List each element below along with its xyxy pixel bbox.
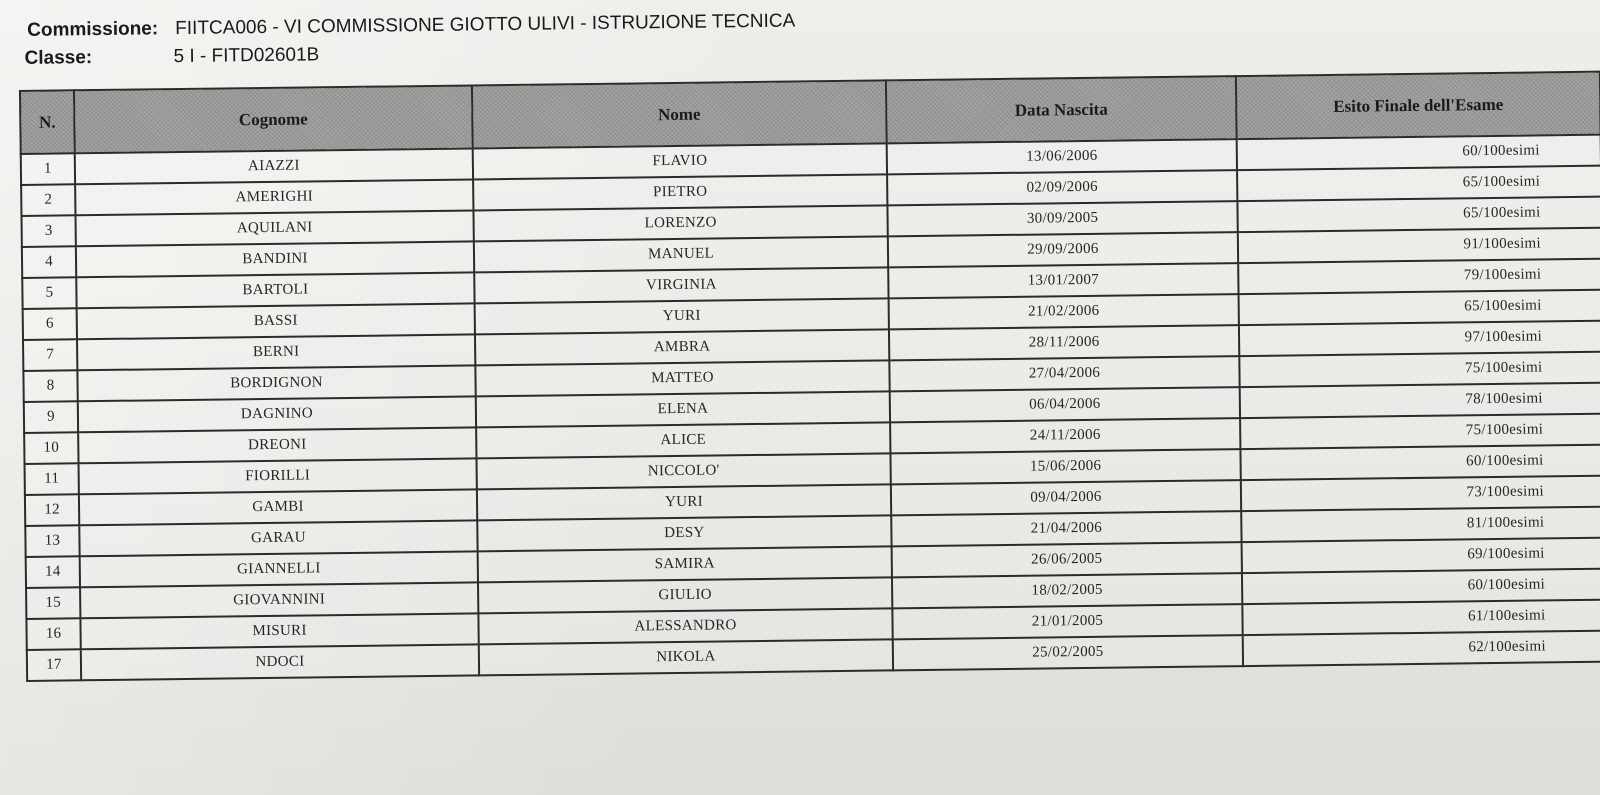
commission-label: Commissione: [27, 18, 159, 41]
final-result-cell: 62/100esimi [1243, 631, 1600, 666]
final-result-cell: 61/100esimi [1242, 600, 1600, 635]
final-result-cell: 69/100esimi [1242, 538, 1600, 573]
row-number: 16 [26, 618, 80, 650]
column-header-final-result: Esito Finale dell'Esame [1236, 72, 1600, 139]
final-result-cell: 65/100esimi [1237, 197, 1600, 232]
name-cell: PIETRO [473, 174, 887, 210]
surname-cell: GIANNELLI [80, 551, 478, 587]
name-cell: LORENZO [473, 205, 887, 241]
final-result-cell: 75/100esimi [1240, 414, 1600, 449]
surname-cell: AIAZZI [75, 148, 473, 184]
row-number: 6 [23, 308, 77, 340]
results-table [19, 71, 1600, 682]
row-number: 1 [21, 153, 75, 185]
surname-cell: AMERIGHI [75, 179, 473, 215]
row-number: 14 [26, 556, 80, 588]
final-result-cell: 81/100esimi [1241, 507, 1600, 542]
column-header-name: Nome [472, 80, 887, 148]
surname-cell: BARTOLI [76, 272, 474, 308]
class-value: 5 I - FITD02601B [173, 44, 320, 68]
birth-date-cell: 06/04/2006 [890, 387, 1240, 422]
name-cell: NICCOLO' [476, 453, 890, 489]
final-result-cell: 97/100esimi [1239, 321, 1600, 356]
table-body [21, 135, 1600, 681]
final-result-cell: 78/100esimi [1240, 383, 1600, 418]
birth-date-cell: 02/09/2006 [887, 170, 1237, 205]
birth-date-cell: 30/09/2005 [887, 201, 1237, 236]
name-cell: AMBRA [475, 329, 889, 365]
row-number: 12 [25, 494, 79, 526]
surname-cell: GIOVANNINI [80, 582, 478, 618]
surname-cell: NDOCI [81, 644, 479, 680]
surname-cell: BASSI [77, 303, 475, 339]
surname-cell: BORDIGNON [77, 365, 475, 401]
final-result-cell: 73/100esimi [1241, 476, 1600, 511]
name-cell: VIRGINIA [474, 267, 888, 303]
name-cell: ALICE [476, 422, 890, 458]
row-number: 13 [25, 525, 79, 557]
final-result-cell: 60/100esimi [1240, 445, 1600, 480]
column-header-surname: Cognome [74, 85, 473, 153]
row-number: 17 [27, 649, 81, 681]
surname-cell: DREONI [78, 427, 476, 463]
surname-cell: FIORILLI [79, 458, 477, 494]
name-cell: YURI [475, 298, 889, 334]
birth-date-cell: 21/02/2006 [889, 294, 1239, 329]
final-result-cell: 75/100esimi [1239, 352, 1600, 387]
row-number: 2 [21, 184, 75, 216]
row-number: 9 [24, 401, 78, 433]
row-number: 15 [26, 587, 80, 619]
class-label: Classe: [24, 47, 93, 69]
final-result-cell: 79/100esimi [1238, 259, 1600, 294]
column-header-number: N. [20, 90, 75, 154]
surname-cell: GARAU [79, 520, 477, 556]
name-cell: ALESSANDRO [478, 608, 892, 644]
row-number: 7 [23, 339, 77, 371]
birth-date-cell: 13/06/2006 [887, 139, 1237, 174]
row-number: 3 [21, 215, 75, 247]
name-cell: DESY [477, 515, 891, 551]
document-content [18, 0, 1600, 682]
birth-date-cell: 26/06/2005 [892, 542, 1242, 577]
row-number: 4 [22, 246, 76, 278]
birth-date-cell: 15/06/2006 [890, 449, 1240, 484]
column-header-birth-date: Data Nascita [886, 76, 1237, 143]
name-cell: NIKOLA [479, 639, 893, 675]
final-result-cell: 65/100esimi [1237, 166, 1600, 201]
row-number: 5 [22, 277, 76, 309]
birth-date-cell: 27/04/2006 [889, 356, 1239, 391]
birth-date-cell: 21/04/2006 [891, 511, 1241, 546]
name-cell: ELENA [476, 391, 890, 427]
birth-date-cell: 13/01/2007 [888, 263, 1238, 298]
name-cell: YURI [477, 484, 891, 520]
name-cell: MATTEO [475, 360, 889, 396]
name-cell: SAMIRA [478, 546, 892, 582]
name-cell: GIULIO [478, 577, 892, 613]
final-result-cell: 91/100esimi [1238, 228, 1600, 263]
birth-date-cell: 18/02/2005 [892, 573, 1242, 608]
birth-date-cell: 24/11/2006 [890, 418, 1240, 453]
row-number: 10 [24, 432, 78, 464]
birth-date-cell: 28/11/2006 [889, 325, 1239, 360]
birth-date-cell: 25/02/2005 [893, 635, 1243, 670]
final-result-cell: 65/100esimi [1239, 290, 1600, 325]
birth-date-cell: 21/01/2005 [892, 604, 1242, 639]
name-cell: FLAVIO [473, 143, 887, 179]
commission-value: FIITCA006 - VI COMMISSIONE GIOTTO ULIVI - ISTRUZIONE TECNICA [175, 10, 796, 40]
birth-date-cell: 09/04/2006 [891, 480, 1241, 515]
birth-date-cell: 29/09/2006 [888, 232, 1238, 267]
surname-cell: MISURI [80, 613, 478, 649]
surname-cell: GAMBI [79, 489, 477, 525]
surname-cell: DAGNINO [78, 396, 476, 432]
surname-cell: BERNI [77, 334, 475, 370]
row-number: 8 [23, 370, 77, 402]
name-cell: MANUEL [474, 236, 888, 272]
row-number: 11 [25, 463, 79, 495]
final-result-cell: 60/100esimi [1242, 569, 1600, 604]
surname-cell: BANDINI [76, 241, 474, 277]
surname-cell: AQUILANI [75, 210, 473, 246]
final-result-cell: 60/100esimi [1237, 135, 1600, 170]
